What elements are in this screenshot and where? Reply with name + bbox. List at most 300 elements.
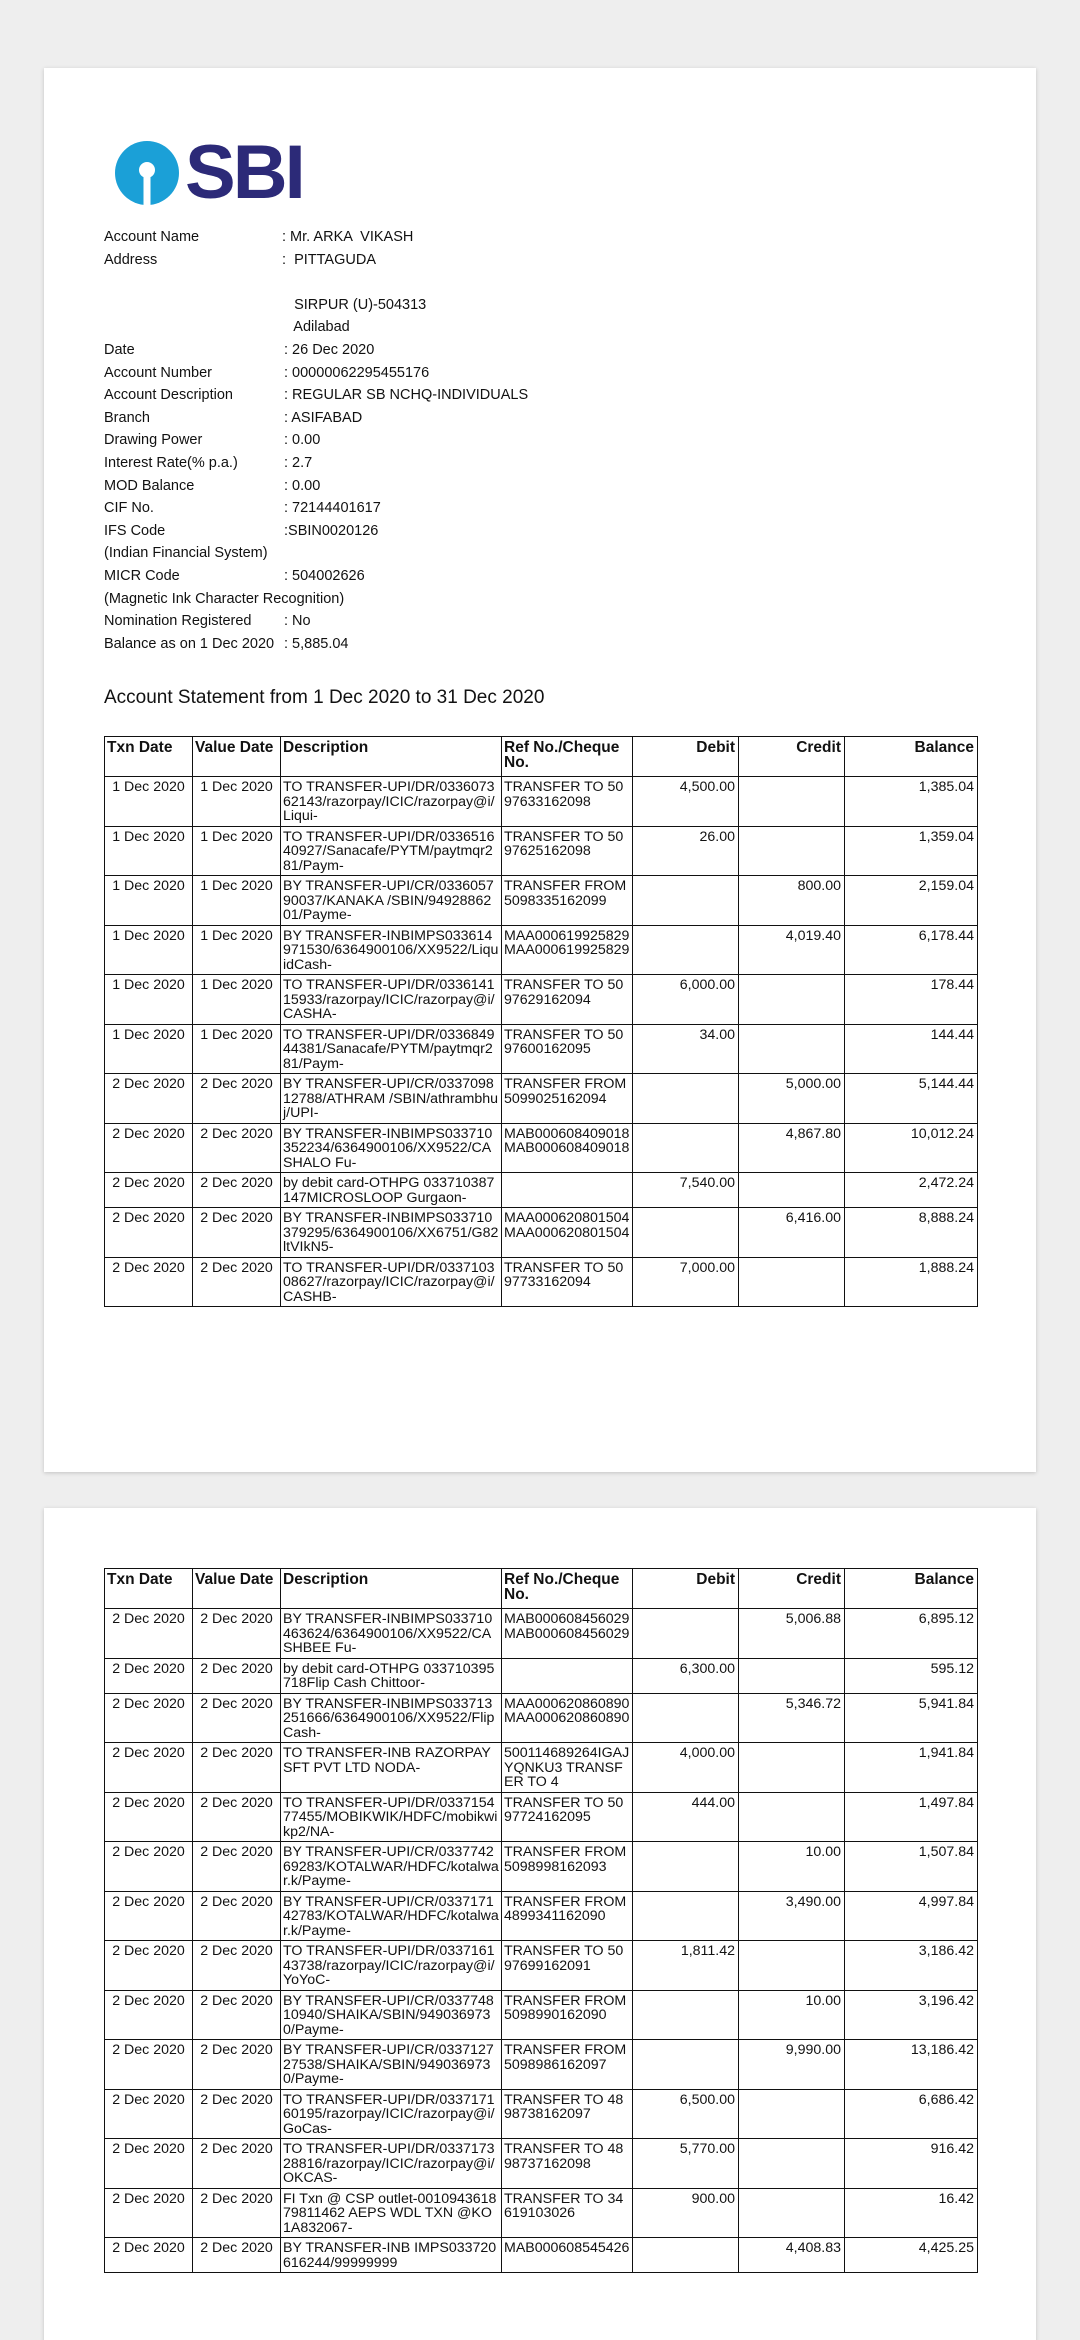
account-info-label: Interest Rate(% p.a.) — [104, 454, 238, 471]
debit-cell-text: 444.00 — [691, 1794, 735, 1811]
col-debit: Debit — [633, 737, 739, 777]
ref-no-cell-text: TRANSFER TO 34619103026 — [504, 2190, 624, 2221]
table-row — [105, 2238, 978, 2273]
ref-no-cell-text: TRANSFER TO 5097625162098 — [504, 828, 624, 859]
description-cell-text: TO TRANSFER-UPI/DR/033607362143/razorpay/ICIC/razorpay@i/Liqui- — [283, 779, 495, 824]
credit-cell — [739, 1074, 845, 1124]
ref-no-cell-text: MAB000608545426 — [504, 2240, 630, 2256]
value-date-cell-text: 2 Dec 2020 — [200, 1259, 273, 1276]
description-cell-text: BY TRANSFER-UPI/CR/033709812788/ATHRAM /SBIN/athrambhuj/UPI- — [283, 1076, 499, 1121]
value-date-cell — [193, 1743, 281, 1793]
debit-cell — [633, 1024, 739, 1074]
balance-cell-text: 16.42 — [938, 2190, 974, 2207]
debit-cell — [633, 925, 739, 975]
col-value-date: Value Date — [193, 1569, 281, 1609]
txn-date-cell-text: 2 Dec 2020 — [112, 2042, 185, 2058]
ref-no-cell — [502, 2188, 633, 2238]
balance-cell-text: 5,941.84 — [918, 1695, 974, 1712]
debit-cell — [633, 1257, 739, 1307]
balance-cell-text: 916.42 — [930, 2141, 974, 2157]
account-info-value: : 00000062295455176 — [284, 364, 430, 381]
txn-date-cell — [105, 1891, 193, 1941]
value-date-cell — [193, 2040, 281, 2090]
balance-cell — [845, 1941, 978, 1991]
debit-cell — [633, 1941, 739, 1991]
value-date-cell-text: 2 Dec 2020 — [200, 1125, 273, 1142]
txn-date-cell — [105, 1990, 193, 2040]
col-description: Description — [281, 1569, 502, 1609]
value-date-cell — [193, 1792, 281, 1842]
credit-cell — [739, 2139, 845, 2189]
value-date-cell-text: 2 Dec 2020 — [200, 1943, 273, 1959]
description-cell — [281, 2188, 502, 2238]
transactions-table-page-1 — [104, 736, 978, 1307]
txn-date-cell-text: 1 Dec 2020 — [112, 1026, 185, 1043]
ref-no-cell-text: MAB000608409018 MAB000608409018 — [504, 1125, 630, 1156]
account-info-value: Adilabad — [282, 319, 350, 336]
account-info-value: : 26 Dec 2020 — [284, 341, 375, 358]
description-cell — [281, 1208, 502, 1258]
txn-date-cell-text: 2 Dec 2020 — [112, 1175, 185, 1191]
table-row — [105, 1842, 978, 1892]
col-credit: Credit — [739, 1569, 845, 1609]
description-cell-text: TO TRANSFER-UPI/DR/033717160195/razorpay/ICIC/razorpay@i/GoCas- — [283, 2091, 495, 2137]
credit-cell — [739, 1658, 845, 1693]
debit-cell — [633, 2089, 739, 2139]
balance-cell-text: 1,359.04 — [918, 828, 974, 845]
value-date-cell — [193, 975, 281, 1025]
ref-no-cell-text: TRANSFER FROM 5099025162094 — [504, 1076, 627, 1107]
balance-cell-text: 1,385.04 — [918, 779, 974, 795]
txn-date-cell — [105, 2238, 193, 2273]
balance-cell — [845, 975, 978, 1025]
description-cell — [281, 1990, 502, 2040]
description-cell-text: TO TRANSFER-INB RAZORPAY SFT PVT LTD NODA- — [283, 1745, 491, 1776]
description-cell-text: BY TRANSFER-UPI/CR/033774269283/KOTALWAR/HDFC/kotalwar.k/Payme- — [283, 1844, 499, 1889]
balance-cell — [845, 1257, 978, 1307]
ref-no-cell — [502, 1990, 633, 2040]
description-cell — [281, 925, 502, 975]
ref-no-cell-text: MAA000620860890 MAA000620860890 — [504, 1695, 630, 1726]
txn-date-cell-text: 2 Dec 2020 — [112, 1695, 185, 1712]
value-date-cell — [193, 1208, 281, 1258]
col-txn-date: Txn Date — [105, 1569, 193, 1609]
table-row — [105, 1074, 978, 1124]
value-date-cell-text: 1 Dec 2020 — [200, 927, 273, 944]
debit-cell-text: 4,000.00 — [679, 1745, 735, 1761]
account-info-label: CIF No. — [104, 500, 154, 517]
value-date-cell — [193, 1074, 281, 1124]
description-cell-text: by debit card-OTHPG 033710395718Flip Cash Chittoor- — [283, 1660, 495, 1691]
description-cell-text: BY TRANSFER-INB IMPS033720616244/99999999 — [283, 2240, 497, 2271]
credit-cell-text: 4,867.80 — [785, 1125, 841, 1142]
credit-cell — [739, 1891, 845, 1941]
txn-date-cell — [105, 1024, 193, 1074]
balance-cell — [845, 1792, 978, 1842]
description-cell-text: BY TRANSFER-UPI/CR/033717142783/KOTALWAR/HDFC/kotalwar.k/Payme- — [283, 1893, 499, 1939]
credit-cell — [739, 876, 845, 926]
value-date-cell — [193, 1693, 281, 1743]
credit-cell-text: 5,000.00 — [785, 1076, 841, 1092]
balance-cell-text: 8,888.24 — [918, 1210, 974, 1226]
ref-no-cell-text: TRANSFER TO 5097699162091 — [504, 1943, 624, 1974]
ref-no-cell-text: MAA000620801504 MAA000620801504 — [504, 1210, 630, 1241]
account-info-label: Date — [104, 341, 135, 358]
credit-cell — [739, 975, 845, 1025]
txn-date-cell — [105, 2188, 193, 2238]
balance-cell — [845, 876, 978, 926]
ref-no-cell — [502, 1074, 633, 1124]
account-info-value: : 72144401617 — [284, 500, 381, 517]
debit-cell — [633, 777, 739, 827]
balance-cell — [845, 925, 978, 975]
ref-no-cell — [502, 1842, 633, 1892]
debit-cell — [633, 2139, 739, 2189]
txn-date-cell — [105, 1792, 193, 1842]
credit-cell — [739, 1609, 845, 1659]
value-date-cell — [193, 1609, 281, 1659]
ref-no-cell-text: TRANSFER FROM 5098998162093 — [504, 1844, 627, 1875]
value-date-cell-text: 2 Dec 2020 — [200, 2190, 273, 2207]
ref-no-cell — [502, 1693, 633, 1743]
col-debit: Debit — [633, 1569, 739, 1609]
balance-cell — [845, 2188, 978, 2238]
balance-cell-text: 10,012.24 — [910, 1125, 974, 1142]
txn-date-cell — [105, 1743, 193, 1793]
value-date-cell-text: 2 Dec 2020 — [200, 1076, 273, 1092]
balance-cell-text: 4,997.84 — [918, 1893, 974, 1910]
ref-no-cell — [502, 777, 633, 827]
debit-cell — [633, 826, 739, 876]
txn-date-cell — [105, 2139, 193, 2189]
credit-cell — [739, 1173, 845, 1208]
description-cell — [281, 1257, 502, 1307]
description-cell — [281, 777, 502, 827]
balance-cell-text: 144.44 — [930, 1026, 974, 1043]
col-balance: Balance — [845, 737, 978, 777]
value-date-cell-text: 2 Dec 2020 — [200, 1210, 273, 1226]
account-info-value: : 504002626 — [284, 567, 365, 584]
account-info-value: : Mr. ARKA VIKASH — [282, 229, 414, 245]
col-credit: Credit — [739, 737, 845, 777]
ref-no-cell-text: TRANSFER FROM 4899341162090 — [504, 1893, 627, 1924]
balance-cell-text: 1,497.84 — [918, 1794, 974, 1811]
description-cell-text: BY TRANSFER-INBIMPS033710463624/6364900106/XX9522/CASHBEE Fu- — [283, 1611, 493, 1656]
debit-cell — [633, 1123, 739, 1173]
table-row — [105, 975, 978, 1025]
balance-cell — [845, 1609, 978, 1659]
description-cell — [281, 2238, 502, 2273]
value-date-cell-text: 1 Dec 2020 — [200, 977, 273, 993]
balance-cell — [845, 1173, 978, 1208]
balance-cell — [845, 1208, 978, 1258]
account-info-label: Nomination Registered — [104, 613, 252, 630]
value-date-cell — [193, 2089, 281, 2139]
txn-date-cell — [105, 1609, 193, 1659]
value-date-cell-text: 2 Dec 2020 — [200, 1844, 273, 1860]
ref-no-cell — [502, 1743, 633, 1793]
value-date-cell-text: 2 Dec 2020 — [200, 2141, 273, 2157]
ref-no-cell-text: TRANSFER TO 5097633162098 — [504, 779, 624, 810]
debit-cell — [633, 2238, 739, 2273]
balance-cell — [845, 1743, 978, 1793]
txn-date-cell-text: 2 Dec 2020 — [112, 1125, 185, 1142]
txn-date-cell-text: 1 Dec 2020 — [112, 828, 185, 845]
account-info-label: Branch — [104, 409, 150, 426]
txn-date-cell-text: 2 Dec 2020 — [112, 2141, 185, 2157]
description-cell — [281, 1609, 502, 1659]
txn-date-cell-text: 1 Dec 2020 — [112, 878, 185, 894]
ref-no-cell — [502, 1123, 633, 1173]
description-cell — [281, 1792, 502, 1842]
debit-cell — [633, 1743, 739, 1793]
sbi-logo-text: SBI — [185, 130, 303, 215]
credit-cell-text: 5,006.88 — [785, 1611, 841, 1627]
description-cell — [281, 1173, 502, 1208]
txn-date-cell — [105, 1941, 193, 1991]
ref-no-cell-text: TRANSFER TO 5097629162094 — [504, 977, 624, 1008]
balance-cell-text: 178.44 — [930, 977, 974, 993]
debit-cell — [633, 1792, 739, 1842]
col-ref-no: Ref No./Cheque No. — [502, 737, 633, 777]
txn-date-cell — [105, 1257, 193, 1307]
value-date-cell — [193, 2139, 281, 2189]
txn-date-cell-text: 2 Dec 2020 — [112, 1943, 185, 1959]
credit-cell-text: 9,990.00 — [785, 2042, 841, 2058]
value-date-cell — [193, 1173, 281, 1208]
statement-title: Account Statement from 1 Dec 2020 to 31 Dec 2020 — [104, 687, 545, 708]
account-info-value: SIRPUR (U)-504313 — [282, 296, 427, 313]
value-date-cell — [193, 1990, 281, 2040]
table-row — [105, 1609, 978, 1659]
table-row — [105, 1941, 978, 1991]
table-body — [105, 1609, 978, 2273]
table-row — [105, 1123, 978, 1173]
txn-date-cell — [105, 826, 193, 876]
balance-cell-text: 6,178.44 — [918, 927, 974, 944]
credit-cell — [739, 1743, 845, 1793]
table-row — [105, 925, 978, 975]
value-date-cell — [193, 1123, 281, 1173]
col-value-date: Value Date — [193, 737, 281, 777]
account-info-label: Balance as on 1 Dec 2020 — [104, 635, 275, 652]
value-date-cell-text: 1 Dec 2020 — [200, 1026, 273, 1043]
ref-no-cell-text: TRANSFER TO 5097724162095 — [504, 1794, 624, 1825]
description-cell-text: TO TRANSFER-UPI/DR/033684944381/Sanacafe/PYTM/paytmqr281/Paym- — [283, 1026, 495, 1072]
account-info-value: : No — [284, 613, 311, 630]
debit-cell — [633, 1173, 739, 1208]
value-date-cell-text: 2 Dec 2020 — [200, 1893, 273, 1910]
table-row — [105, 1658, 978, 1693]
ref-no-cell — [502, 925, 633, 975]
debit-cell — [633, 1074, 739, 1124]
balance-cell — [845, 1074, 978, 1124]
statement-page-2 — [44, 1508, 1036, 2340]
table-row — [105, 1891, 978, 1941]
balance-cell — [845, 826, 978, 876]
sbi-keyhole-icon — [114, 140, 180, 206]
debit-cell — [633, 1842, 739, 1892]
ref-no-cell-text: MAA000619925829 MAA000619925829 — [504, 927, 630, 958]
txn-date-cell — [105, 876, 193, 926]
description-cell-text: TO TRANSFER-UPI/DR/033715477455/MOBIKWIK/HDFC/mobikwikp2/NA- — [283, 1794, 498, 1840]
description-cell — [281, 1024, 502, 1074]
balance-cell — [845, 2238, 978, 2273]
ref-no-cell-text: TRANSFER TO 5097733162094 — [504, 1259, 624, 1290]
credit-cell — [739, 777, 845, 827]
balance-cell-text: 2,159.04 — [918, 878, 974, 894]
account-info-label: MICR Code — [104, 567, 180, 584]
value-date-cell — [193, 1257, 281, 1307]
transactions-table-page-2 — [104, 1568, 978, 2273]
ref-no-cell — [502, 1173, 633, 1208]
credit-cell — [739, 1792, 845, 1842]
value-date-cell-text: 2 Dec 2020 — [200, 2091, 273, 2108]
balance-cell — [845, 1658, 978, 1693]
ref-no-cell — [502, 1024, 633, 1074]
table-row — [105, 1208, 978, 1258]
value-date-cell-text: 2 Dec 2020 — [200, 1660, 273, 1677]
debit-cell-text: 1,811.42 — [680, 1943, 735, 1959]
value-date-cell-text: 2 Dec 2020 — [200, 2240, 273, 2256]
table-row — [105, 826, 978, 876]
balance-cell — [845, 2040, 978, 2090]
ref-no-cell-text: TRANSFER TO 4898738162097 — [504, 2091, 624, 2122]
table-row — [105, 2089, 978, 2139]
balance-cell — [845, 1891, 978, 1941]
col-balance: Balance — [845, 1569, 978, 1609]
debit-cell — [633, 1658, 739, 1693]
debit-cell-text: 7,000.00 — [679, 1259, 735, 1276]
value-date-cell — [193, 1842, 281, 1892]
debit-cell — [633, 2188, 739, 2238]
table-row — [105, 876, 978, 926]
col-ref-no: Ref No./Cheque No. — [502, 1569, 633, 1609]
account-info-value: :SBIN0020126 — [284, 522, 379, 539]
debit-cell — [633, 1990, 739, 2040]
description-cell-text: BY TRANSFER-INBIMPS033710379295/6364900106/XX6751/G82ltVIkN5- — [283, 1210, 499, 1255]
account-info-label: Account Description — [104, 387, 233, 404]
balance-cell-text: 13,186.42 — [910, 2042, 974, 2058]
credit-cell-text: 10.00 — [805, 1844, 841, 1860]
debit-cell-text: 34.00 — [699, 1026, 735, 1043]
table-header — [105, 1569, 978, 1609]
ref-no-cell — [502, 2139, 633, 2189]
description-cell — [281, 1743, 502, 1793]
description-cell-text: TO TRANSFER-UPI/DR/033614115933/razorpay/ICIC/razorpay@i/CASHA- — [283, 977, 495, 1022]
table-header — [105, 737, 978, 777]
description-cell-text: TO TRANSFER-UPI/DR/033716143738/razorpay/ICIC/razorpay@i/YoYoC- — [283, 1943, 495, 1988]
txn-date-cell — [105, 1658, 193, 1693]
credit-cell — [739, 1941, 845, 1991]
description-cell — [281, 2040, 502, 2090]
ref-no-cell-text: TRANSFER FROM 5098990162090 — [504, 1992, 627, 2023]
description-cell — [281, 2139, 502, 2189]
txn-date-cell-text: 2 Dec 2020 — [112, 1611, 185, 1627]
credit-cell — [739, 826, 845, 876]
debit-cell-text: 6,000.00 — [679, 977, 735, 993]
debit-cell — [633, 1609, 739, 1659]
account-info-label: (Magnetic Ink Character Recognition) — [104, 590, 345, 607]
ref-no-cell-text: MAB000608456029 MAB000608456029 — [504, 1611, 630, 1642]
table-row — [105, 1743, 978, 1793]
debit-cell — [633, 1891, 739, 1941]
description-cell-text: FI Txn @ CSP outlet-001094361879811462 AEPS WDL TXN @KO 1A832067- — [283, 2190, 497, 2236]
credit-cell-text: 4,019.40 — [785, 927, 841, 944]
balance-cell-text: 1,888.24 — [918, 1259, 974, 1276]
ref-no-cell — [502, 1257, 633, 1307]
table-row — [105, 2040, 978, 2090]
value-date-cell — [193, 777, 281, 827]
value-date-cell-text: 1 Dec 2020 — [200, 878, 273, 894]
col-description: Description — [281, 737, 502, 777]
debit-cell-text: 6,300.00 — [679, 1660, 735, 1677]
value-date-cell-text: 2 Dec 2020 — [200, 1175, 273, 1191]
value-date-cell — [193, 826, 281, 876]
debit-cell — [633, 975, 739, 1025]
account-info-label: Address — [104, 251, 158, 268]
ref-no-cell — [502, 2089, 633, 2139]
account-info-label: MOD Balance — [104, 477, 195, 494]
value-date-cell-text: 2 Dec 2020 — [200, 1992, 273, 2009]
debit-cell — [633, 1208, 739, 1258]
table-row — [105, 1173, 978, 1208]
value-date-cell-text: 2 Dec 2020 — [200, 1695, 273, 1712]
account-info-value: : 0.00 — [284, 477, 321, 494]
balance-cell-text: 1,507.84 — [918, 1844, 974, 1860]
value-date-cell-text: 1 Dec 2020 — [200, 828, 273, 845]
balance-cell-text: 6,895.12 — [918, 1611, 974, 1627]
balance-cell-text: 6,686.42 — [918, 2091, 974, 2108]
txn-date-cell — [105, 2089, 193, 2139]
balance-cell-text: 2,472.24 — [918, 1175, 974, 1191]
value-date-cell — [193, 1891, 281, 1941]
txn-date-cell — [105, 2040, 193, 2090]
debit-cell — [633, 2040, 739, 2090]
description-cell-text: TO TRANSFER-UPI/DR/033710308627/razorpay/ICIC/razorpay@i/CASHB- — [283, 1259, 495, 1305]
ref-no-cell — [502, 975, 633, 1025]
txn-date-cell — [105, 1693, 193, 1743]
balance-cell-text: 3,186.42 — [918, 1943, 974, 1959]
ref-no-cell — [502, 876, 633, 926]
description-cell — [281, 826, 502, 876]
value-date-cell — [193, 876, 281, 926]
account-info-value: : ASIFABAD — [284, 409, 363, 426]
txn-date-cell-text: 2 Dec 2020 — [112, 1794, 185, 1811]
txn-date-cell-text: 2 Dec 2020 — [112, 1210, 185, 1226]
credit-cell-text: 800.00 — [797, 878, 841, 894]
debit-cell-text: 6,500.00 — [679, 2091, 735, 2108]
ref-no-cell-text: TRANSFER FROM 5098335162099 — [504, 878, 627, 909]
debit-cell-text: 4,500.00 — [679, 779, 735, 795]
balance-cell-text: 1,941.84 — [918, 1745, 974, 1761]
balance-cell — [845, 1024, 978, 1074]
debit-cell — [633, 1693, 739, 1743]
txn-date-cell-text: 1 Dec 2020 — [112, 977, 185, 993]
account-info-value: : 2.7 — [284, 454, 313, 471]
table-body — [105, 777, 978, 1307]
account-info-label: Account Name — [104, 229, 200, 245]
account-info-value: : PITTAGUDA — [282, 251, 376, 268]
description-cell — [281, 1074, 502, 1124]
table-row — [105, 1024, 978, 1074]
value-date-cell — [193, 1658, 281, 1693]
txn-date-cell-text: 2 Dec 2020 — [112, 1660, 185, 1677]
description-cell-text: BY TRANSFER-UPI/CR/033712727538/SHAIKA/SBIN/9490369730/Payme- — [283, 2042, 494, 2087]
value-date-cell-text: 2 Dec 2020 — [200, 2042, 273, 2058]
description-cell — [281, 1658, 502, 1693]
credit-cell — [739, 1257, 845, 1307]
